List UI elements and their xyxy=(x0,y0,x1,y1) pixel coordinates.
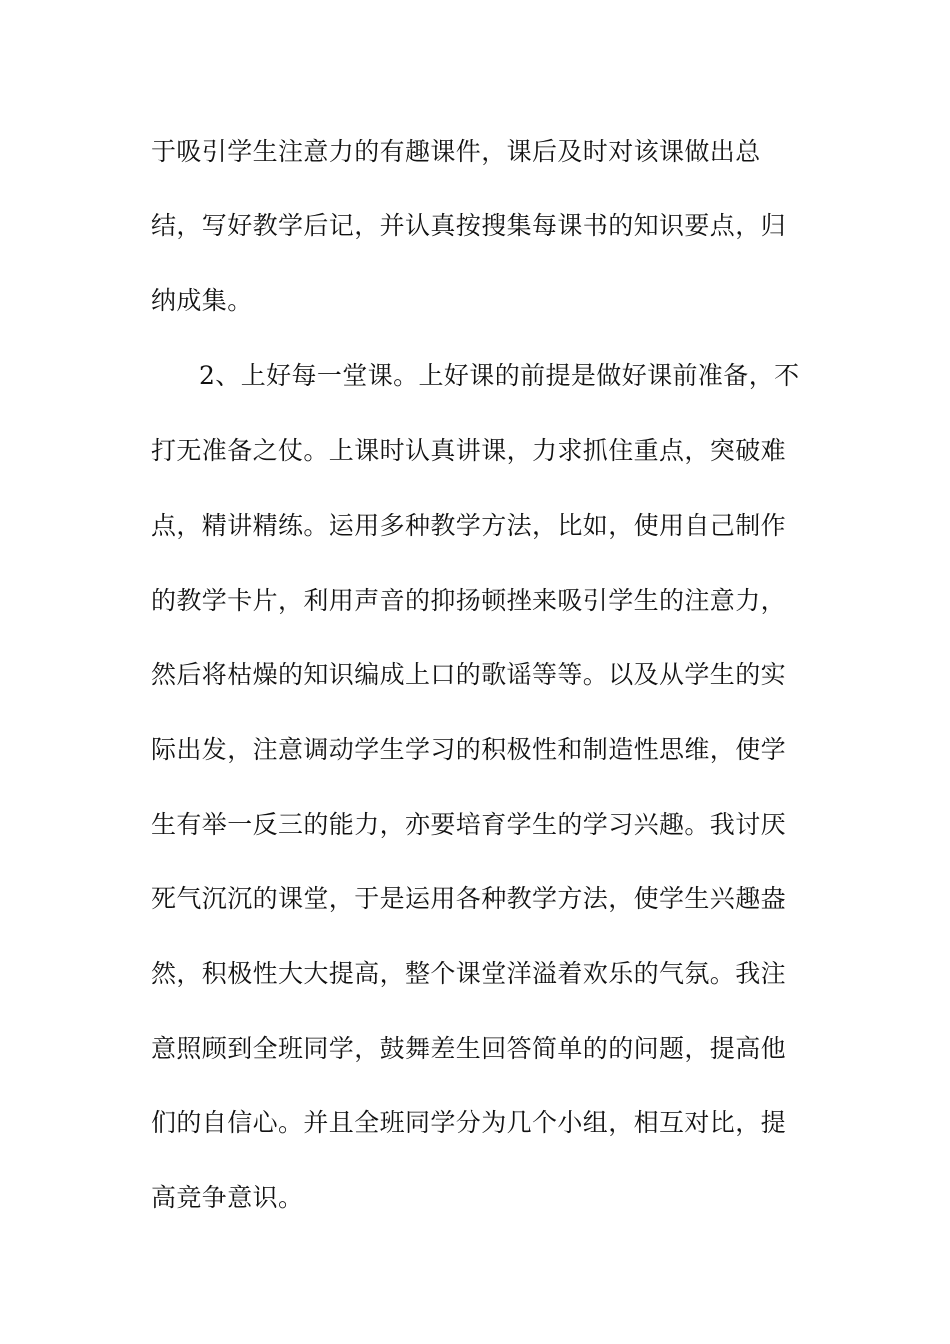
text-line: 于吸引学生注意力的有趣课件，课后及时对该课做出总 xyxy=(151,137,761,166)
text-line: 生有举一反三的能力，亦要培育学生的学习兴趣。我讨厌 xyxy=(151,810,787,839)
text-line: 的教学卡片，利用声音的抑扬顿挫来吸引学生的注意力， xyxy=(151,586,787,615)
text-line: 际出发，注意调动学生学习的积极性和制造性思维，使学 xyxy=(151,735,787,764)
paragraph-start-line: 2、上好每一堂课。上好课的前提是做好课前准备，不 xyxy=(199,361,800,390)
text-line: 们的自信心。并且全班同学分为几个小组，相互对比，提 xyxy=(151,1108,787,1137)
text-line: 纳成集。 xyxy=(151,286,253,315)
text-line: 高竞争意识。 xyxy=(151,1183,304,1212)
text-line: 死气沉沉的课堂，于是运用各种教学方法，使学生兴趣盎 xyxy=(151,884,787,913)
text-line: 然后将枯燥的知识编成上口的歌谣等等。以及从学生的实 xyxy=(151,660,787,689)
text-line: 意照顾到全班同学，鼓舞差生回答简单的的问题，提高他 xyxy=(151,1034,787,1063)
text-line: 结，写好教学后记，并认真按搜集每课书的知识要点，归 xyxy=(151,211,787,240)
text-line: 点，精讲精练。运用多种教学方法，比如，使用自己制作 xyxy=(151,511,787,540)
text-line: 打无准备之仗。上课时认真讲课，力求抓住重点，突破难 xyxy=(151,436,787,465)
text-line: 然，积极性大大提高，整个课堂洋溢着欢乐的气氛。我注 xyxy=(151,959,787,988)
